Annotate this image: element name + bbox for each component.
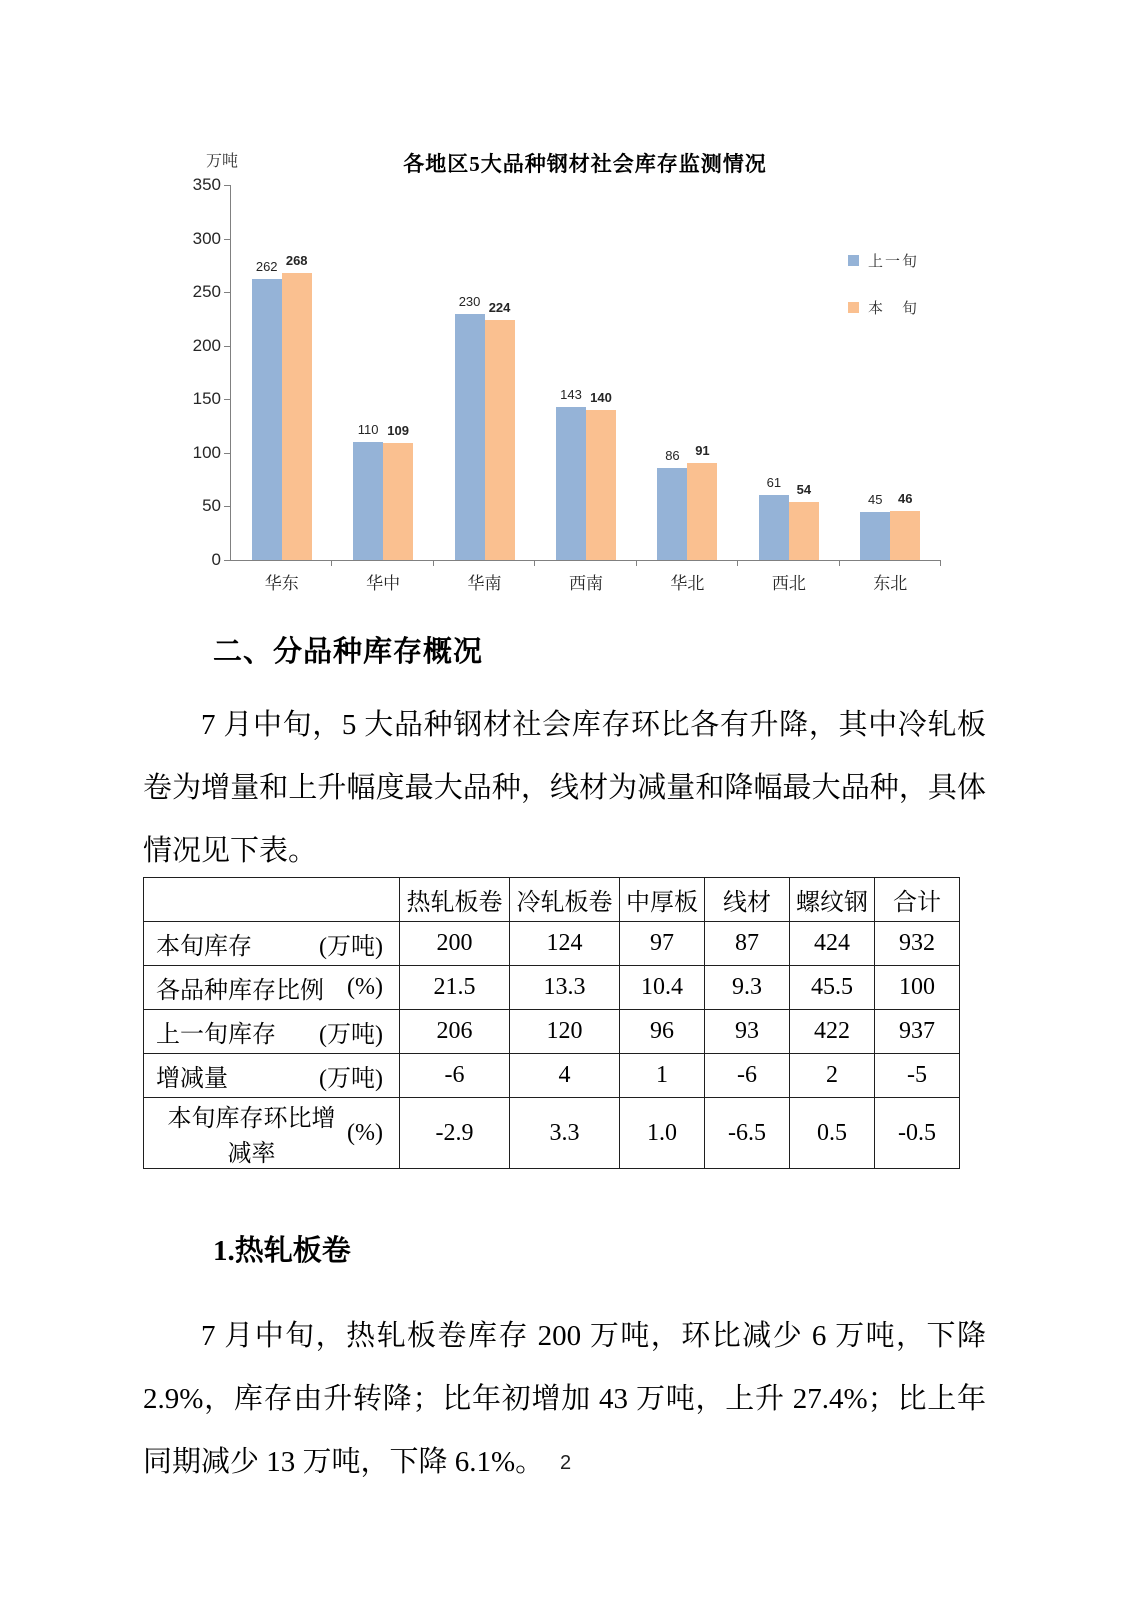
table-value-cell: 10.4 [620, 966, 705, 1010]
table-header-cell: 合计 [875, 878, 960, 922]
table-value-cell: 937 [875, 1010, 960, 1054]
row-label: 本旬库存 [156, 934, 252, 960]
bar-上一旬 [353, 442, 383, 560]
table-header-cell: 螺纹钢 [790, 878, 875, 922]
row-unit: (%) [347, 1119, 383, 1146]
plot-area [192, 175, 941, 593]
table-value-cell: 422 [790, 1010, 875, 1054]
x-axis-category-label: 华东 [264, 574, 299, 593]
row-label-wrap [144, 1058, 399, 1093]
bar-上一旬 [657, 468, 687, 560]
bar-本旬 [890, 511, 920, 560]
bar-value-label: 224 [488, 300, 511, 315]
table-value-cell: 3.3 [510, 1098, 620, 1169]
legend-swatch [848, 302, 859, 313]
table-header-cell: 热轧板卷 [400, 878, 510, 922]
bar-本旬 [282, 273, 312, 560]
x-axis-category-label: 西南 [568, 574, 603, 593]
y-axis-tick-label: 300 [192, 228, 221, 248]
table-value-cell: 206 [400, 1010, 510, 1054]
bar-本旬 [586, 410, 616, 560]
table-value-cell: 4 [510, 1054, 620, 1098]
table-row [144, 1054, 960, 1098]
row-label: 本旬库存环比增减率 [167, 1106, 336, 1167]
inventory-table [143, 877, 960, 1169]
y-axis-unit-label: 万吨 [206, 153, 239, 170]
document-body [143, 634, 986, 1494]
row-label-wrap [144, 926, 399, 961]
table-value-cell: 96 [620, 1010, 705, 1054]
row-label: 上一旬库存 [156, 1022, 276, 1048]
table-value-cell: 2 [790, 1054, 875, 1098]
legend-label: 本 旬 [868, 301, 920, 317]
y-axis-tick-label: 0 [211, 550, 221, 569]
row-label-wrap [144, 1014, 399, 1049]
bar-本旬 [383, 443, 413, 560]
y-axis-tick-mark [224, 399, 230, 400]
chart-legend [848, 250, 919, 344]
chart-title: 各地区5大品种钢材社会库存监测情况 [403, 152, 767, 176]
table-row-label-cell [144, 1054, 400, 1098]
table-row [144, 966, 960, 1010]
table-row [144, 1098, 960, 1169]
inventory-bar-chart [180, 140, 980, 622]
x-axis-tick-mark [534, 561, 535, 566]
x-axis-category-label: 华中 [366, 574, 401, 593]
row-unit: (万吨) [319, 1066, 383, 1092]
y-axis-tick-mark [224, 292, 230, 293]
x-axis-category-label: 西北 [771, 574, 806, 593]
bar-value-label: 91 [695, 442, 710, 458]
x-axis-tick-mark [940, 561, 941, 566]
legend-entry [848, 250, 919, 271]
table-row-label-cell [144, 966, 400, 1010]
bar-上一旬 [252, 279, 282, 560]
table-value-cell: -6 [400, 1054, 510, 1098]
bar-本旬 [789, 502, 819, 560]
paragraph-hot-rolled: 7 月中旬，热轧板卷库存 200 万吨，环比减少 6 万吨，下降 2.9%，库存由升转降；比年初增加 43 万吨，上升 27.4%；比上年同期减少 13 万吨，下降 6.1%。 [143, 1320, 986, 1478]
y-axis-tick-label: 100 [192, 442, 221, 462]
table-value-cell: 13.3 [510, 966, 620, 1010]
table-value-cell: -6 [705, 1054, 790, 1098]
row-unit: (万吨) [319, 934, 383, 960]
table-header-cell [144, 878, 400, 922]
table-header-cell: 冷轧板卷 [510, 878, 620, 922]
table-header-cell: 线材 [705, 878, 790, 922]
bar-value-label: 109 [387, 423, 409, 439]
y-axis-tick-mark [224, 185, 230, 186]
table-row-label-cell [144, 1098, 400, 1169]
table-row [144, 1010, 960, 1054]
bar-上一旬 [556, 407, 586, 560]
bar-value-label: 230 [458, 293, 481, 309]
table-row [144, 922, 960, 966]
row-unit: (万吨) [319, 1022, 383, 1048]
row-label-wrap [144, 1098, 399, 1168]
table-value-cell: -6.5 [705, 1098, 790, 1169]
y-axis-tick-mark [224, 239, 230, 240]
subsection-heading-hot-rolled: 1.热轧板卷 [213, 1235, 351, 1267]
y-axis-tick-mark [224, 346, 230, 347]
y-axis-tick-label: 350 [192, 175, 221, 194]
table-value-cell: 200 [400, 922, 510, 966]
table-value-cell: 120 [510, 1010, 620, 1054]
page-number: 2 [559, 1452, 572, 1474]
row-unit: (%) [347, 974, 383, 1000]
y-axis-tick-label: 250 [192, 282, 221, 302]
x-axis-tick-mark [636, 561, 637, 566]
y-axis-tick-label: 150 [192, 389, 221, 409]
bar-value-label: 86 [665, 447, 680, 463]
table-value-cell: 0.5 [790, 1098, 875, 1169]
table-value-cell: 93 [705, 1010, 790, 1054]
table-value-cell: 9.3 [705, 966, 790, 1010]
table-value-cell: -5 [875, 1054, 960, 1098]
table-value-cell: 97 [620, 922, 705, 966]
table-value-cell: -0.5 [875, 1098, 960, 1169]
bar-value-label: 46 [898, 490, 913, 506]
x-axis-tick-mark [331, 561, 332, 566]
y-axis-tick-mark [224, 453, 230, 454]
bar-上一旬 [759, 495, 789, 560]
legend-label: 上一旬 [868, 254, 920, 270]
bar-value-label: 54 [796, 482, 812, 498]
x-axis-category-label: 华南 [467, 574, 502, 593]
table-row-label-cell [144, 1010, 400, 1054]
table-header-row [144, 878, 960, 922]
y-axis-tick-label: 50 [202, 496, 221, 516]
x-axis-tick-mark [839, 561, 840, 566]
bar-value-label: 140 [590, 390, 612, 405]
table-value-cell: 45.5 [790, 966, 875, 1010]
bar-本旬 [687, 463, 717, 561]
table-value-cell: 100 [875, 966, 960, 1010]
legend-entry [848, 297, 919, 318]
x-axis-category-label: 华北 [670, 574, 705, 593]
section-heading-varieties: 二、分品种库存概况 [213, 636, 484, 668]
bar-value-label: 110 [357, 422, 379, 438]
y-axis-tick-mark [224, 560, 230, 561]
x-axis-tick-mark [433, 561, 434, 566]
bar-value-label: 45 [868, 491, 883, 507]
y-axis-tick-label: 200 [192, 335, 221, 355]
bar-上一旬 [455, 314, 485, 560]
table-value-cell: 21.5 [400, 966, 510, 1010]
paragraph-varieties-overview: 7 月中旬，5 大品种钢材社会库存环比各有升降，其中冷轧板卷为增量和上升幅度最大品种，线材为减量和降幅最大品种，具体情况见下表。 [143, 709, 986, 867]
x-axis-tick-mark [737, 561, 738, 566]
table-header-cell: 中厚板 [620, 878, 705, 922]
x-axis-category-label: 东北 [873, 574, 908, 593]
row-label: 各品种库存比例 [156, 978, 324, 1004]
table-value-cell: 87 [705, 922, 790, 966]
table-row-label-cell [144, 922, 400, 966]
legend-swatch [848, 255, 859, 266]
bar-上一旬 [860, 512, 890, 560]
table-value-cell: 124 [510, 922, 620, 966]
row-label: 增减量 [156, 1066, 228, 1092]
table-value-cell: 1 [620, 1054, 705, 1098]
table-value-cell: 424 [790, 922, 875, 966]
table-value-cell: 1.0 [620, 1098, 705, 1169]
bar-value-label: 61 [766, 474, 782, 490]
row-label-wrap [144, 970, 399, 1005]
bar-value-label: 268 [285, 252, 308, 268]
bar-value-label: 143 [560, 386, 582, 402]
y-axis-tick-mark [224, 506, 230, 507]
table-value-cell: -2.9 [400, 1098, 510, 1169]
table-value-cell: 932 [875, 922, 960, 966]
bar-value-label: 262 [255, 259, 278, 275]
bar-本旬 [485, 320, 515, 560]
